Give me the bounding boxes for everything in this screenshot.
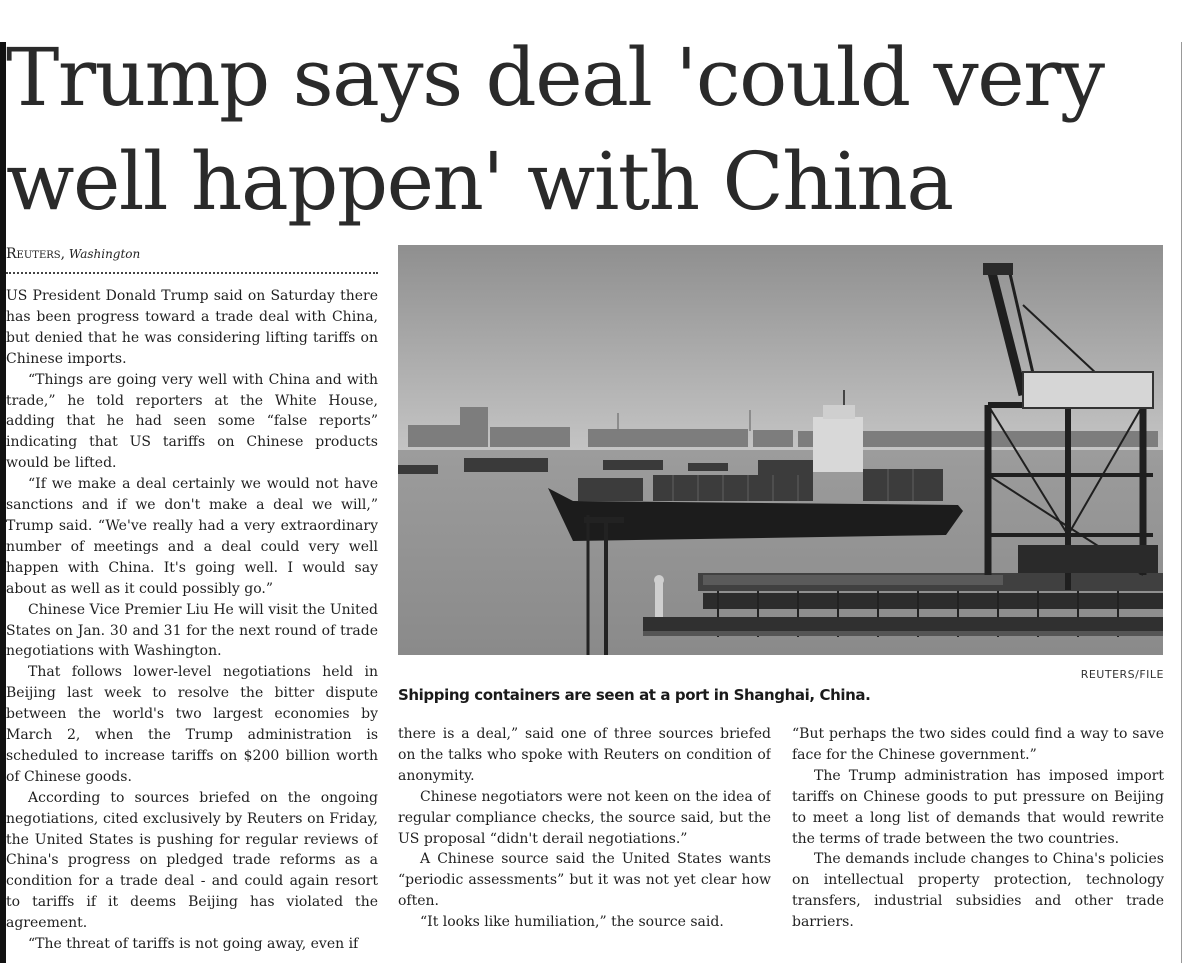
- paragraph: there is a deal,” said one of three sources briefed on the talks who spoke with Reuters on condition of anonymity.: [398, 726, 771, 784]
- byline-location: Washington: [68, 247, 141, 261]
- article-column-3: [792, 724, 1164, 963]
- byline-divider: [6, 272, 378, 274]
- paragraph: Chinese Vice Premier Liu He will visit the United States on Jan. 30 and 31 for the next round of trade negotiations with Washington.: [6, 601, 378, 660]
- paragraph: “The threat of tariffs is not going away, even if: [28, 936, 359, 953]
- paragraph: “It looks like humiliation,” the source said.: [420, 914, 724, 931]
- article-column-1: [6, 286, 378, 963]
- paragraph: “If we make a deal certainly we would not have sanctions and if we don't make a deal we will,” Trump said. “We've really had a very extraordinary number of meetings and a deal could very well happen with China. It's going well. I would say about as well as it could possibly go.”: [6, 476, 378, 597]
- paragraph: A Chinese source said the United States wants “periodic assessments” but it was not yet clear how often.: [398, 851, 771, 910]
- photo-credit: REUTERS/FILE: [1080, 668, 1164, 681]
- article-column-2: [398, 724, 771, 963]
- paragraph: “But perhaps the two sides could find a way to save face for the Chinese government.”: [792, 726, 1164, 763]
- paragraph: “Things are going very well with China and with trade,” he told reporters at the White House, adding that he had seen some “false reports” indicating that US tariffs on Chinese products would be lifted.: [6, 371, 378, 472]
- paragraph: US President Donald Trump said on Saturday there has been progress toward a trade deal with China, but denied that he was considering lifting tariffs on Chinese imports.: [6, 288, 378, 367]
- photo-caption: Shipping containers are seen at a port in Shanghai, China.: [398, 686, 871, 704]
- paragraph: Chinese negotiators were not keen on the idea of regular compliance checks, the source said, but the US proposal “didn't derail negotiations.”: [398, 788, 771, 847]
- byline-agency: Reuters,: [6, 246, 66, 262]
- headline: Trump says deal 'could very well happen' with China: [6, 31, 1104, 228]
- paragraph: According to sources briefed on the ongoing negotiations, cited exclusively by Reuters on Friday, the United States is pushing for regular reviews of China's progress on pledged trade reforms as a condition for a trade deal - and could again resort to tariffs if it deems Beijing has violated the agreement.: [6, 789, 378, 932]
- paragraph: The demands include changes to China's policies on intellectual property protection, technology transfers, industrial subsidies and other trade barriers.: [792, 851, 1164, 931]
- byline: [6, 244, 378, 264]
- paragraph: That follows lower-level negotiations held in Beijing last week to resolve the bitter dispute between the world's two largest economies by March 2, when the Trump administration is scheduled to increase tariffs on $200 billion worth of Chinese goods.: [6, 664, 378, 785]
- port-photo: [398, 245, 1163, 655]
- page-edge-right: [1181, 42, 1182, 963]
- paragraph: The Trump administration has imposed import tariffs on Chinese goods to put pressure on Beijing to meet a long list of demands that would rewrite the terms of trade between the two countries.: [792, 767, 1164, 847]
